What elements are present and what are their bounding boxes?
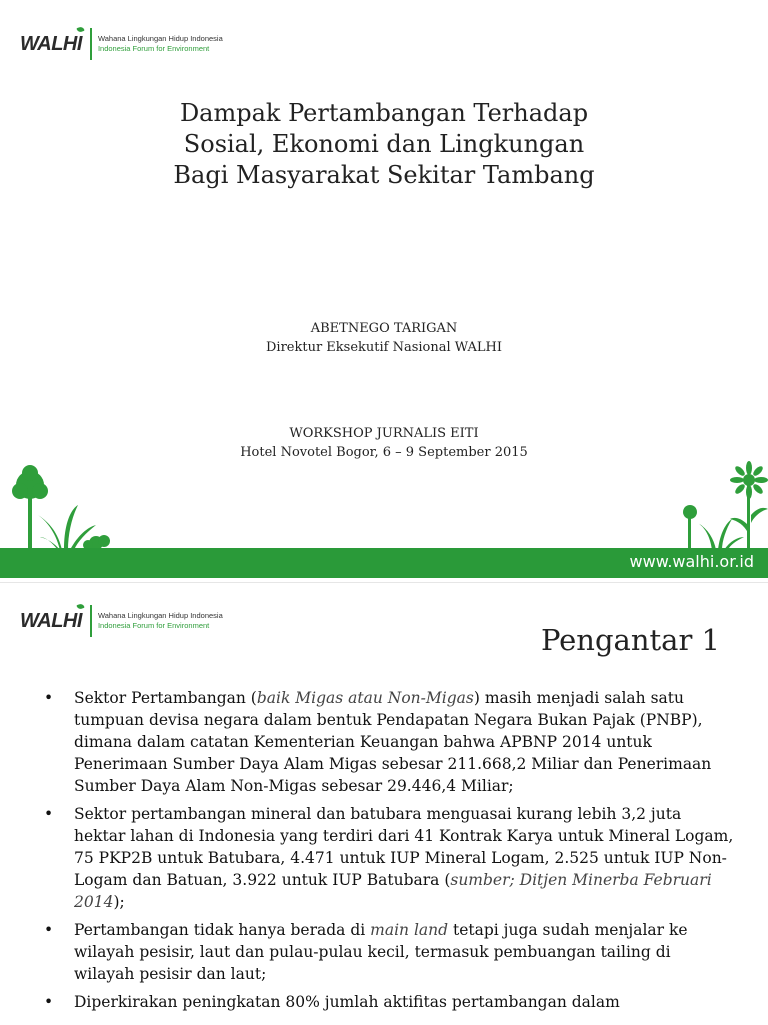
logo-wordmark: WALHI — [20, 610, 82, 633]
author-role: Direktur Eksekutif Nasional WALHI — [265, 340, 503, 355]
bullet-emphasis: baik Migas atau Non-Migas — [256, 689, 474, 707]
logo-divider — [90, 28, 92, 60]
bullet-emphasis: main land — [370, 921, 449, 939]
flower-icon — [683, 505, 697, 550]
bullet-text: Pertambangan tidak hanya berada di — [74, 921, 371, 939]
bullet-list — [44, 687, 734, 1019]
title-line: Dampak Pertambangan Terhadap — [179, 99, 589, 127]
presentation-title — [0, 98, 768, 191]
daisy-icon — [730, 461, 768, 550]
tree-icon — [12, 465, 48, 550]
bullet-text: ) masih menjadi salah satu tumpuan devisa negara dalam bentuk Pendapatan Negara Bukan Pajak (PNBP), dimana dalam catatan Kementerian Keuangan bahwa APBNP 2014 untuk Penerimaan Sumber Daya Alam Migas sebesar 211.668,2 Miliar dan Penerimaan Sumber Daya Alam Non-Migas sebesar 29.446,4 Miliar; — [74, 689, 712, 795]
walhi-logo — [20, 605, 223, 637]
logo-tagline-id: Wahana Lingkungan Hidup Indonesia — [97, 34, 223, 43]
bullet-text: tetapi juga sudah menjalar ke wilayah pesisir, laut dan pulau-pulau kecil, termasuk pembuangan tailing di wilayah pesisir dan laut; — [74, 921, 688, 983]
logo-tagline — [98, 611, 223, 631]
plants-illustration — [0, 455, 768, 550]
logo-tagline — [98, 34, 223, 54]
bullet-dot: • — [44, 805, 54, 823]
fern-icon — [698, 519, 744, 550]
event-name: WORKSHOP JURNALIS EITI — [289, 426, 479, 441]
bullet-text: Sektor pertambangan mineral dan batubara menguasai kurang lebih 3,2 juta hektar lahan di Indonesia yang terdiri dari 41 Kontrak Karya untuk Mineral Logam, 75 PKP2B untuk Batubara, 4.471 untuk IUP Mineral Logam, 2.525 untuk IUP Non-Logam dan Batuan, 3.922 untuk IUP Batubara ( — [74, 805, 734, 889]
bullet-dot: • — [44, 921, 54, 939]
bullet-text: Sektor Pertambangan ( — [74, 689, 257, 707]
logo-tagline-en: Indonesia Forum for Environment — [97, 621, 210, 630]
walhi-logo — [20, 28, 223, 60]
author-name: ABETNEGO TARIGAN — [310, 321, 458, 336]
bullet-dot: • — [44, 689, 54, 707]
slide-title: Pengantar 1 — [540, 623, 720, 657]
content-slide — [0, 582, 768, 1025]
bullet-emphasis: sumber; Ditjen Minerba Februari 2014 — [74, 871, 712, 911]
logo-tagline-id: Wahana Lingkungan Hidup Indonesia — [97, 611, 223, 620]
bullet-dot: • — [44, 993, 54, 1011]
author-block — [0, 319, 768, 357]
logo-wordmark: WALHI — [20, 33, 82, 56]
logo-tagline-en: Indonesia Forum for Environment — [97, 44, 210, 53]
bullet-text: Diperkirakan peningkatan 80% jumlah aktifitas pertambangan dalam — [74, 993, 620, 1011]
title-line: Bagi Masyarakat Sekitar Tambang — [173, 161, 595, 189]
bullet-item — [44, 687, 734, 797]
bullet-item — [44, 919, 734, 985]
title-line: Sosial, Ekonomi dan Lingkungan — [183, 130, 585, 158]
bullet-text: ); — [113, 893, 125, 911]
logo-divider — [90, 605, 92, 637]
bullet-item — [44, 803, 734, 913]
event-place: Hotel Novotel Bogor, 6 – 9 September 2015 — [240, 445, 528, 460]
bullet-item — [44, 991, 734, 1013]
website-url: www.walhi.or.id — [629, 552, 754, 571]
